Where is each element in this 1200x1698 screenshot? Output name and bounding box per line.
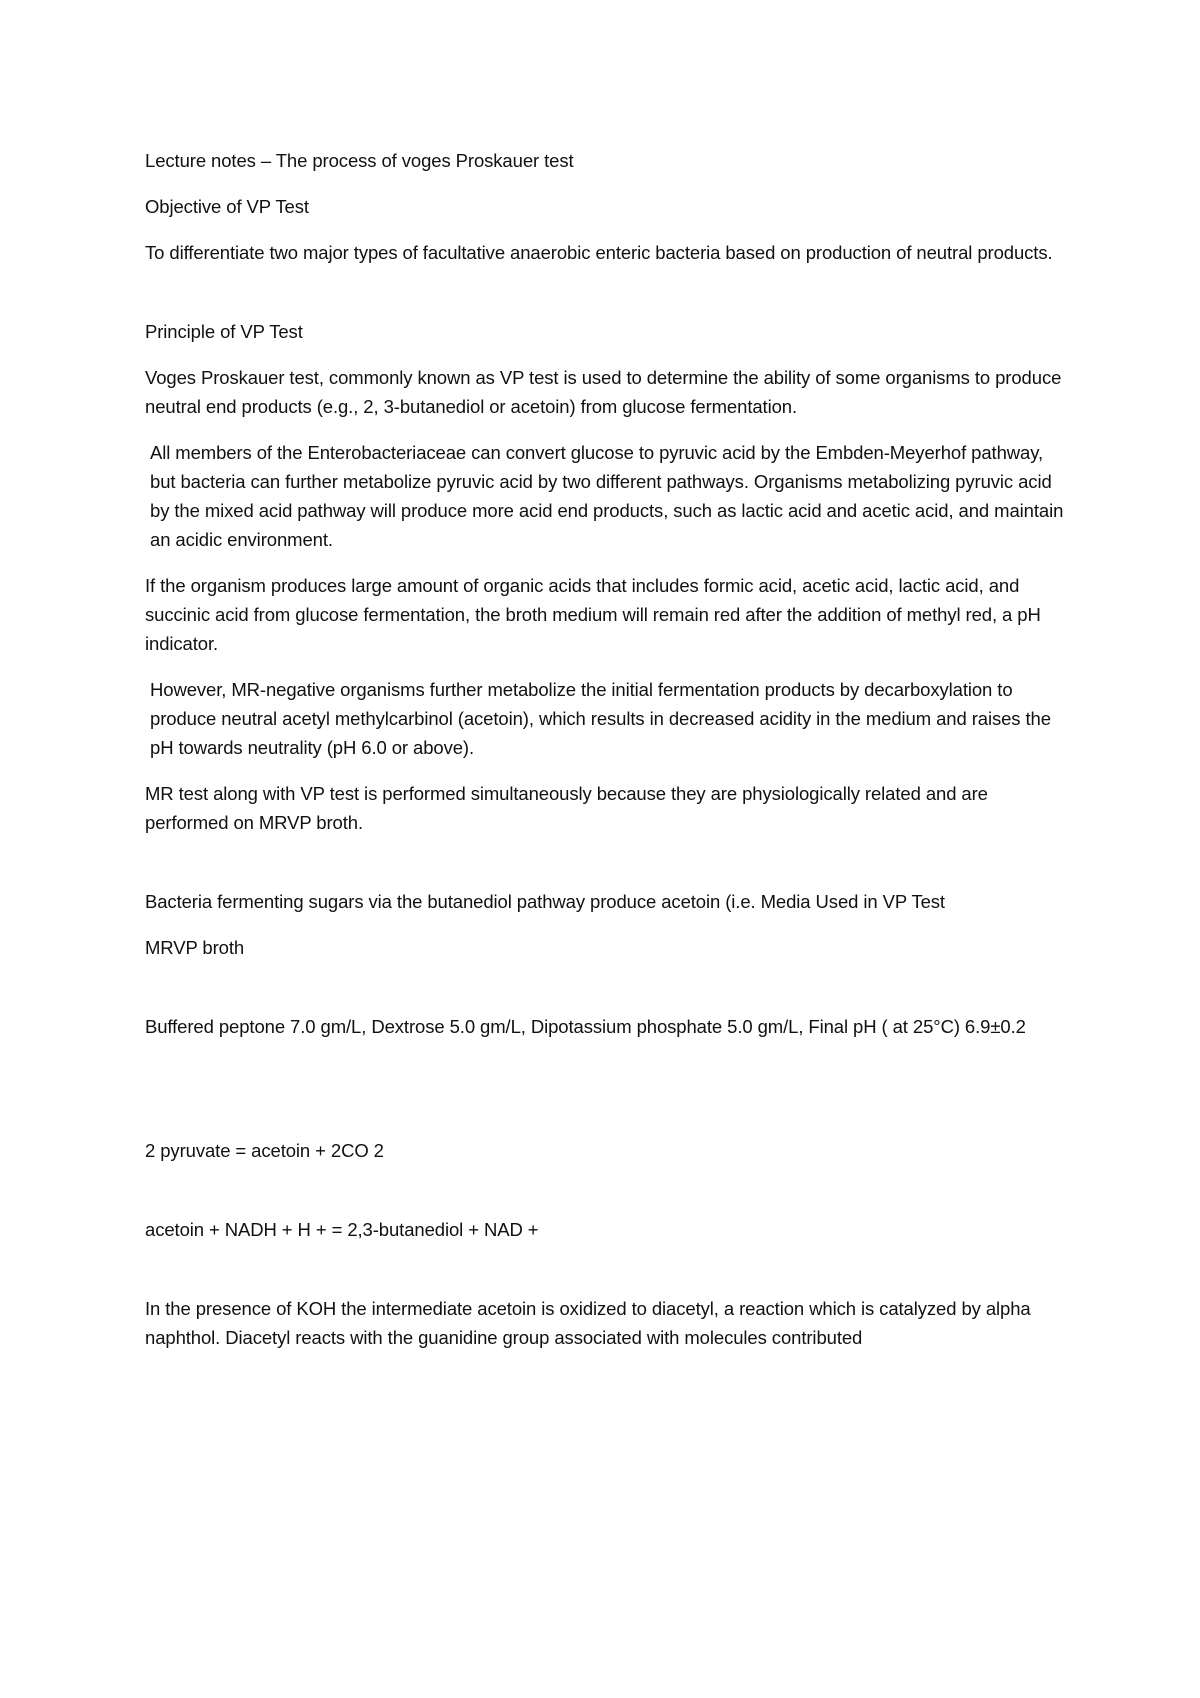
equation-acetoin: acetoin + NADH + H + = 2,3-butanediol + NAD + [145,1219,539,1240]
principle-paragraph-5: MR test along with VP test is performed simultaneously because they are physiologically related and are performed on MRVP broth. [145,783,988,833]
objective-text: To differentiate two major types of facultative anaerobic enteric bacteria based on production of neutral products. [145,242,1053,263]
koh-paragraph: In the presence of KOH the intermediate acetoin is oxidized to diacetyl, a reaction which is catalyzed by alpha naphthol. Diacetyl reacts with the guanidine group associated with molecules contributed [145,1298,1031,1348]
document-title: Lecture notes – The process of voges Proskauer test [145,150,574,171]
principle-paragraph-3: If the organism produces large amount of organic acids that includes formic acid, acetic acid, lactic acid, and succinic acid from glucose fermentation, the broth medium will remain red after the addition of methyl red, a pH indicator. [145,575,1041,654]
butanediol-pathway-line: Bacteria fermenting sugars via the butanediol pathway produce acetoin (i.e. Media Used in VP Test [145,891,945,912]
principle-paragraph-4: However, MR-negative organisms further metabolize the initial fermentation products by decarboxylation to produce neutral acetyl methylcarbinol (acetoin), which results in decreased acidity in the medium and raises the pH towards neutrality (pH 6.0 or above). [150,679,1051,758]
document-body [145,146,1065,1369]
principle-heading: Principle of VP Test [145,321,303,342]
principle-paragraph-2: All members of the Enterobacteriaceae can convert glucose to pyruvic acid by the Embden-Meyerhof pathway, but bacteria can further metabolize pyruvic acid by two different pathways. Organisms metabolizing pyruvic acid by the mixed acid pathway will produce more acid end products, such as lactic acid and acetic acid, and maintain an acidic environment. [150,442,1064,550]
objective-heading: Objective of VP Test [145,196,309,217]
principle-paragraph-1: Voges Proskauer test, commonly known as VP test is used to determine the ability of some organisms to produce neutral end products (e.g., 2, 3-butanediol or acetoin) from glucose fermentation. [145,367,1062,417]
media-name: MRVP broth [145,937,245,958]
media-composition: Buffered peptone 7.0 gm/L, Dextrose 5.0 gm/L, Dipotassium phosphate 5.0 gm/L, Final pH ( at 25°C) 6.9±0.2 [145,1016,1026,1037]
equation-pyruvate: 2 pyruvate = acetoin + 2CO 2 [145,1140,384,1161]
